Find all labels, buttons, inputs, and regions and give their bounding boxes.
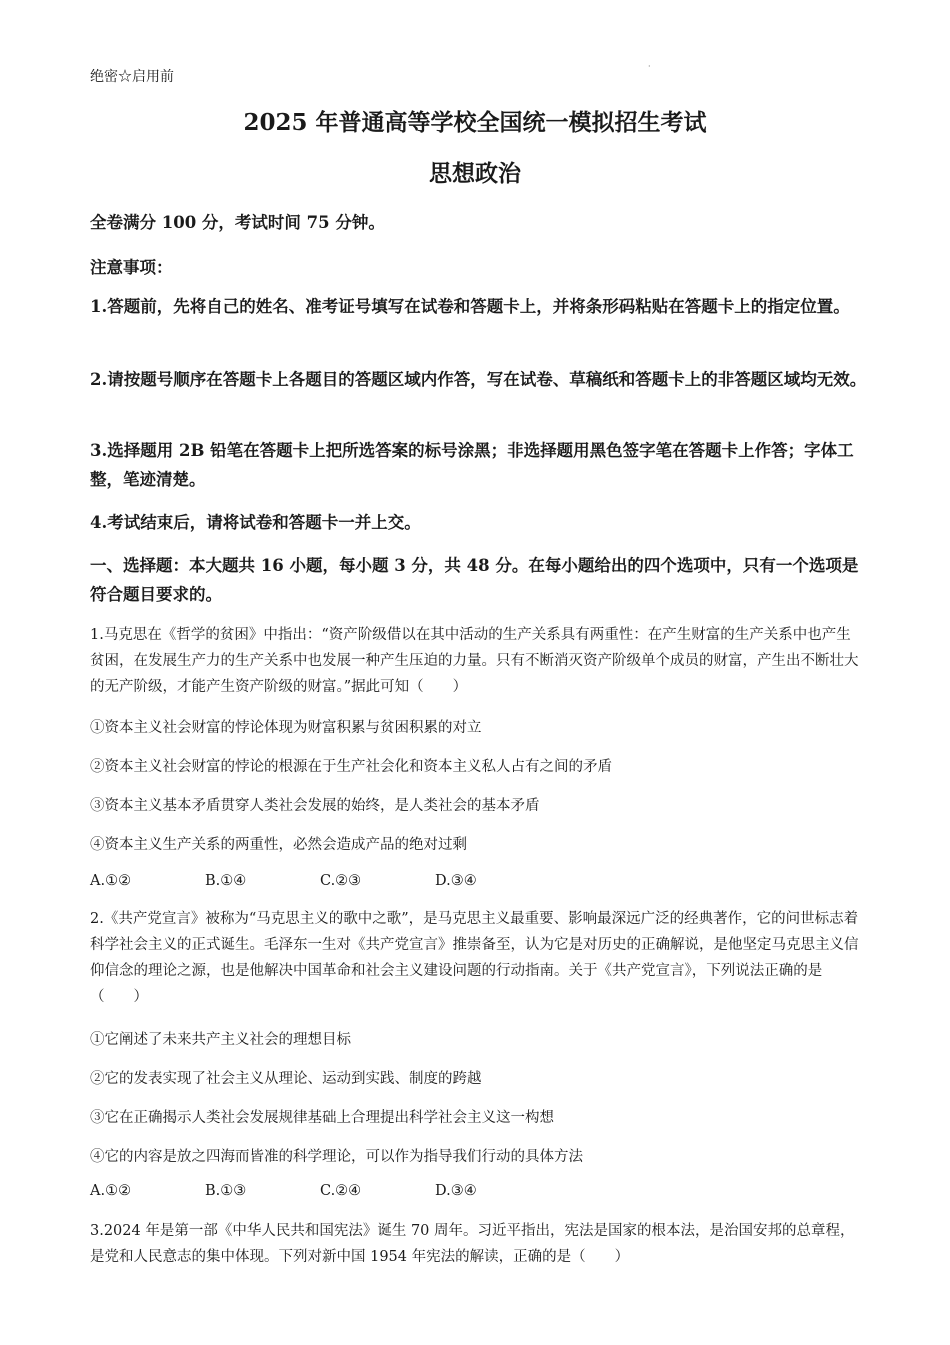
question-stem: 1.马克思在《哲学的贫困》中指出：“资产阶级借以在其中活动的生产关系具有两重性：在产生财富的生产关系中也产生贫困，在发展生产力的生产关系中也发展一种产生压迫的力量。只有不断消灭资产阶级单个成员的财富，产生出不断壮大的无产阶级，才能产生资产阶级的财富。”据此可知（ ） <box>90 627 859 695</box>
answer-choice-a: A.①② <box>90 873 132 889</box>
answer-choice-c: C.②③ <box>320 873 362 889</box>
question-option: ①资本主义社会财富的悖论体现为财富积累与贫困积累的对立 <box>90 720 482 736</box>
answer-choice-d: D.③④ <box>435 873 477 889</box>
exam-title: 2025 年普通高等学校全国统一模拟招生考试 <box>243 109 707 136</box>
question-option: ④资本主义生产关系的两重性，必然会造成产品的绝对过剩 <box>90 837 467 853</box>
score-time-line: 全卷满分 100 分，考试时间 75 分钟。 <box>90 213 385 232</box>
question-option: ④它的内容是放之四海而皆准的科学理论，可以作为指导我们行动的具体方法 <box>90 1149 583 1165</box>
answer-choice-c: C.②④ <box>320 1183 362 1199</box>
answer-choice-a: A.①② <box>90 1183 132 1199</box>
notice-item: 4.考试结束后，请将试卷和答题卡一并上交。 <box>90 513 421 532</box>
page-mark: · <box>648 62 651 71</box>
question-option: ②资本主义社会财富的悖论的根源在于生产社会化和资本主义私人占有之间的矛盾 <box>90 759 612 775</box>
question-option: ③资本主义基本矛盾贯穿人类社会发展的始终，是人类社会的基本矛盾 <box>90 798 540 814</box>
section-heading: 一、选择题：本大题共 16 小题，每小题 3 分，共 48 分。在每小题给出的四个选项中，只有一个选项是符合题目要求的。 <box>90 556 859 604</box>
answer-choice-d: D.③④ <box>435 1183 477 1199</box>
question-stem: 2.《共产党宣言》被称为“马克思主义的歌中之歌”，是马克思主义最重要、影响最深远广泛的经典著作，它的问世标志着科学社会主义的正式诞生。毛泽东一生对《共产党宣言》推崇备至，认为它是对历史的正确解说，是他坚定马克思主义信仰信念的理论之源，也是他解决中国革命和社会主义建设问题的行动指南。关于《共产党宣言》，下列说法正确的是（ ） <box>90 911 859 1005</box>
answer-choices <box>90 873 550 889</box>
answer-choices <box>90 1183 550 1199</box>
question-option: ③它在正确揭示人类社会发展规律基础上合理提出科学社会主义这一构想 <box>90 1110 554 1126</box>
question-option: ②它的发表实现了社会主义从理论、运动到实践、制度的跨越 <box>90 1071 482 1087</box>
answer-choice-b: B.①④ <box>205 873 247 889</box>
confidential-label: 绝密☆启用前 <box>90 69 174 85</box>
subject-title: 思想政治 <box>429 160 521 187</box>
notice-item: 1.答题前，先将自己的姓名、准考证号填写在试卷和答题卡上，并将条形码粘贴在答题卡上的指定位置。 <box>90 297 850 316</box>
notice-heading: 注意事项： <box>90 258 173 277</box>
question-stem: 3.2024 年是第一部《中华人民共和国宪法》诞生 70 周年。习近平指出，宪法是国家的根本法，是治国安邦的总章程，是党和人民意志的集中体现。下列对新中国 1954 年宪法的解读，正确的是（ ） <box>90 1223 855 1265</box>
answer-choice-b: B.①③ <box>205 1183 247 1199</box>
notice-item: 3.选择题用 2B 铅笔在答题卡上把所选答案的标号涂黑；非选择题用黑色签字笔在答题卡上作答；字体工整，笔迹清楚。 <box>90 441 854 489</box>
question-option: ①它阐述了未来共产主义社会的理想目标 <box>90 1032 351 1048</box>
notice-item: 2.请按题号顺序在答题卡上各题目的答题区域内作答，写在试卷、草稿纸和答题卡上的非答题区域均无效。 <box>90 370 867 389</box>
